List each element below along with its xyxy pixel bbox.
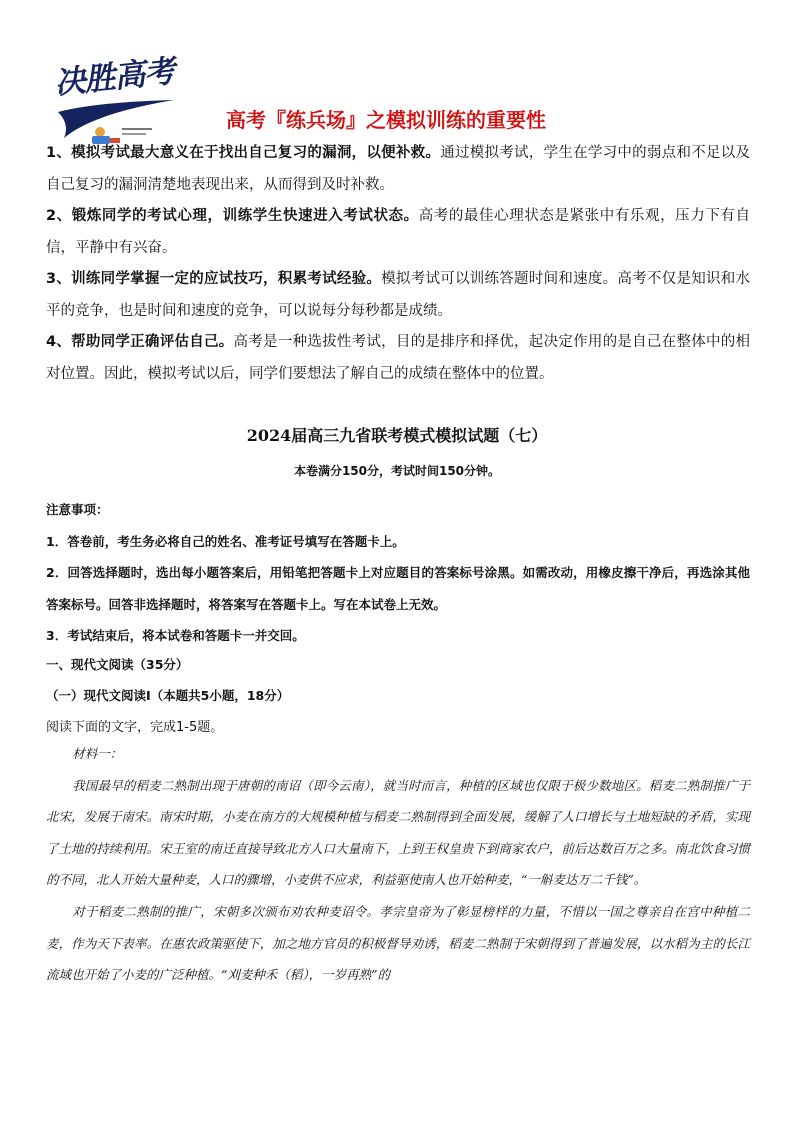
intro-bold: 1、模拟考试最大意义在于找出自己复习的漏洞，以便补救。 bbox=[46, 145, 441, 161]
material-label: 材料一： bbox=[72, 746, 123, 761]
intro-bold: 2、锻炼同学的考试心理，训练学生快速进入考试状态。 bbox=[46, 208, 419, 224]
notes-section bbox=[46, 494, 750, 652]
intro-text: 模拟考试可以训练答题时间和速度。高考不仅是知识和水平的竞争，也是时间和速度的竞争，可以说每分每秒都是成绩。 bbox=[46, 271, 751, 319]
subsection-heading: （一）现代文阅读Ⅰ（本题共5小题，18分） bbox=[46, 688, 290, 703]
reading-instruction: 阅读下面的文字，完成1-5题。 bbox=[46, 720, 224, 735]
exam-title: 2024届高三九省联考模式模拟试题（七） bbox=[246, 426, 548, 445]
exam-subtitle: 本卷满分150分，考试时间150分钟。 bbox=[293, 464, 501, 478]
note-item: 2．回答选择题时，选出每小题答案后，用铅笔把答题卡上对应题目的答案标号涂黑。如需改动，用橡皮擦干净后，再选涂其他答案标号。回答非选择题时，将答案写在答题卡上。写在本试卷上无效。 bbox=[46, 565, 750, 612]
intro-section bbox=[46, 138, 750, 390]
passage-paragraph: 对于稻麦二熟制的推广，宋朝多次颁布劝农种麦诏令。孝宗皇帝为了彰显榜样的力量，不惜以一国之尊亲自在宫中种植二麦，作为天下表率。在惠农政策驱使下，加之地方官员的积极督导劝诱，稻麦二熟制于宋朝得到了普遍发展，以水稻为主的长江流域也开始了小麦的广泛种植。“刈麦种禾（稻），一岁再熟”的 bbox=[46, 903, 750, 983]
intro-bold: 3、训练同学掌握一定的应试技巧，积累考试经验。 bbox=[46, 271, 382, 287]
intro-paragraph-4 bbox=[46, 327, 750, 390]
intro-text: 高考的最佳心理状态是紧张中有乐观，压力下有自信，平静中有兴奋。 bbox=[46, 208, 751, 256]
intro-paragraph-3 bbox=[46, 264, 750, 327]
note-item: 3．考试结束后，将本试卷和答题卡一并交回。 bbox=[46, 628, 305, 643]
section-heading: 一、现代文阅读（35分） bbox=[46, 657, 189, 672]
note-item: 1．答卷前，考生务必将自己的姓名、准考证号填写在答题卡上。 bbox=[46, 533, 405, 549]
logo bbox=[52, 53, 182, 142]
logo-title: 决胜高考 bbox=[52, 53, 176, 102]
passage-paragraph: 我国最早的稻麦二熟制出现于唐朝的南诏（即今云南），就当时而言，种植的区域也仅限于极少数地区。稻麦二熟制推广于北宋，发展于南宋。南宋时期，小麦在南方的大规模种植与稻麦二熟制得到全面发展，缓解了人口增长与土地短缺的矛盾，实现了土地的持续利用。宋王室的南迁直接导致北方人口大量南下，上到王权皇贵下到商家农户，前后达数百万之多。南北饮食习惯的不同，北人开始大量种麦，人口的骤增，小麦供不应求，利益驱使南人也开始种麦，“一斛麦达万二千钱”。 bbox=[46, 777, 750, 888]
reading-passage bbox=[46, 738, 750, 991]
notes-heading: 注意事项： bbox=[46, 502, 109, 517]
headline: 高考『练兵场』之模拟训练的重要性 bbox=[226, 108, 546, 132]
intro-text: 通过模拟考试，学生在学习中的弱点和不足以及自己复习的漏洞清楚地表现出来，从而得到及时补救。 bbox=[46, 145, 750, 193]
intro-paragraph-2 bbox=[46, 201, 750, 264]
intro-paragraph-1 bbox=[46, 138, 750, 201]
intro-bold: 4、帮助同学正确评估自己。 bbox=[46, 334, 234, 350]
intro-text: 高考是一种选拔性考试，目的是排序和择优，起决定作用的是自己在整体中的相对位置。因此，模拟考试以后，同学们要想法了解自己的成绩在整体中的位置。 bbox=[46, 334, 751, 382]
